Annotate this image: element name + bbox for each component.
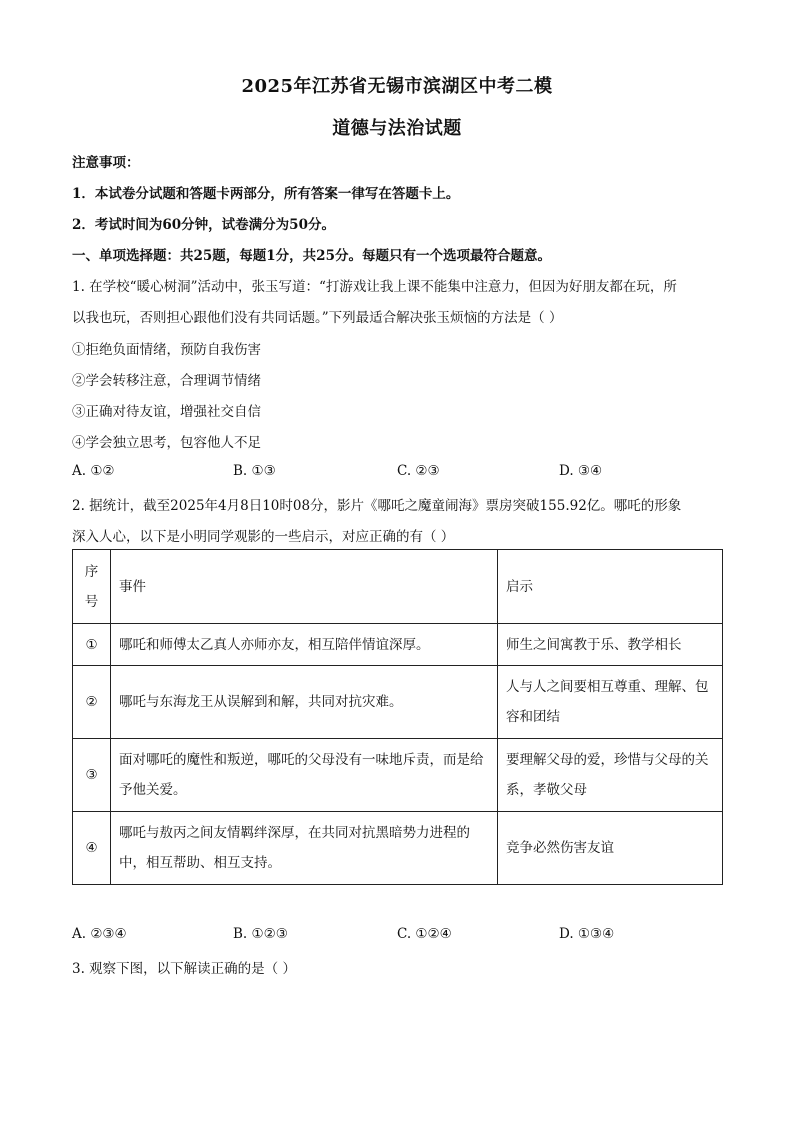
row-insight: 人与人之间要相互尊重、理解、包容和团结: [498, 666, 723, 739]
q1-stem-line: 1. 在学校“暖心树洞”活动中，张玉写道：“打游戏让我上课不能集中注意力，但因为好朋友都在玩，所: [72, 279, 677, 295]
q1-option-d[interactable]: D. ③④: [559, 463, 603, 479]
q2-stem-line: 深入人心，以下是小明同学观影的一些启示，对应正确的有（ ）: [72, 529, 455, 545]
table-row: [73, 666, 723, 739]
section-heading: 一、单项选择题：共25题，每题1分，共25分。每题只有一个选项最符合题意。: [72, 248, 551, 264]
header-insight-cell: 启示: [498, 550, 723, 624]
q1-statement: ④学会独立思考，包容他人不足: [72, 435, 261, 451]
q1-statement: ①拒绝负面情绪，预防自我伤害: [72, 342, 261, 358]
q3-stem: 3. 观察下图，以下解读正确的是（ ）: [72, 961, 296, 977]
q2-option-a[interactable]: A. ②③④: [72, 926, 127, 942]
q2-option-b[interactable]: B. ①②③: [233, 926, 288, 942]
q2-option-c[interactable]: C. ①②④: [397, 926, 452, 942]
table-row: [73, 624, 723, 666]
row-num: ③: [73, 739, 111, 812]
q1-statement: ②学会转移注意，合理调节情绪: [72, 373, 261, 389]
q1-option-b[interactable]: B. ①③: [233, 463, 276, 479]
q2-option-d[interactable]: D. ①③④: [559, 926, 615, 942]
row-event: 哪吒与东海龙王从误解到和解，共同对抗灾难。: [111, 666, 498, 739]
notice-heading: 注意事项：: [72, 155, 140, 171]
q1-option-a[interactable]: A. ①②: [72, 463, 115, 479]
table-row: [73, 812, 723, 885]
row-insight: 要理解父母的爱，珍惜与父母的关系，孝敬父母: [498, 739, 723, 812]
page-title: 2025年江苏省无锡市滨湖区中考二模: [241, 76, 553, 97]
q1-statement: ③正确对待友谊，增强社交自信: [72, 404, 261, 420]
notice-item: 1．本试卷分试题和答题卡两部分，所有答案一律写在答题卡上。: [72, 186, 460, 202]
row-insight: 师生之间寓教于乐、教学相长: [498, 624, 723, 666]
row-num: ④: [73, 812, 111, 885]
header-num-top: 序: [84, 563, 99, 580]
q1-option-c[interactable]: C. ②③: [397, 463, 440, 479]
table-row: [73, 739, 723, 812]
row-num: ①: [73, 624, 111, 666]
row-num: ②: [73, 666, 111, 739]
header-num-bottom: 号: [84, 593, 99, 610]
q2-table: [72, 549, 723, 885]
header-event-cell: 事件: [111, 550, 498, 624]
q1-stem-line: 以我也玩，否则担心跟他们没有共同话题。”下列最适合解决张玉烦恼的方法是（ ）: [72, 310, 563, 326]
row-event: 哪吒和师傅太乙真人亦师亦友，相互陪伴情谊深厚。: [111, 624, 498, 666]
header-num-cell: [73, 550, 111, 624]
row-insight: 竞争必然伤害友谊: [498, 812, 723, 885]
row-event: 面对哪吒的魔性和叛逆，哪吒的父母没有一味地斥责，而是给予他关爱。: [111, 739, 498, 812]
row-event: 哪吒与敖丙之间友情羁绊深厚，在共同对抗黑暗势力进程的中，相互帮助、相互支持。: [111, 812, 498, 885]
q2-stem-line: 2. 据统计，截至2025年4月8日10时08分，影片《哪吒之魔童闹海》票房突破155.92亿。哪吒的形象: [72, 498, 682, 514]
page-subtitle: 道德与法治试题: [332, 118, 462, 139]
notice-item: 2．考试时间为60分钟，试卷满分为50分。: [72, 217, 335, 233]
table-header-row: [73, 550, 723, 624]
